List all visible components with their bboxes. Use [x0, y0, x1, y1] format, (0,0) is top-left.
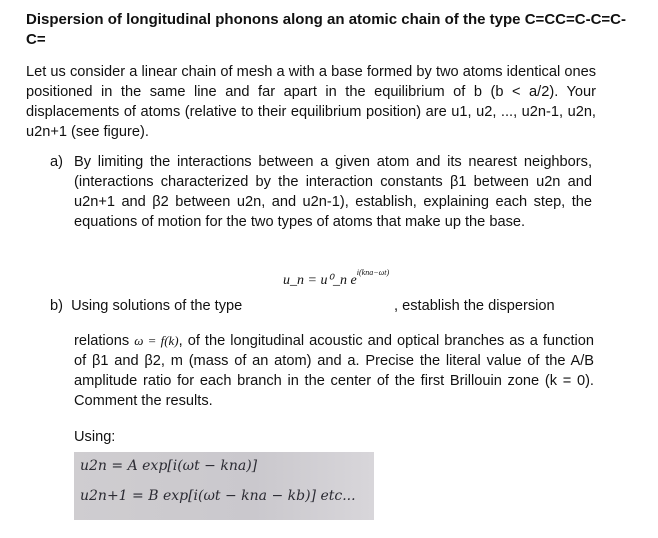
formula1-main: u_n = u⁰_n e [283, 273, 357, 288]
handwritten-line-2: u2n+1 = B exp[i(ωt − kna − kb)] etc... [80, 488, 356, 504]
handwritten-line-1: u2n = A exp[i(ωt − kna)] [80, 458, 258, 474]
question-b-intro [50, 296, 242, 316]
wave-solution-formula [283, 268, 390, 289]
question-a-label: a) [50, 154, 63, 170]
question-b-intro-text: Using solutions of the type [71, 298, 243, 314]
problem-title: Dispersion of longitudinal phonons along an atomic chain of the type C=CC=C-C=C-C= [26, 11, 626, 48]
problem-intro: Let us consider a linear chain of mesh a with a base formed by two atoms identical ones positioned in the same line and far apart in the equilibrium of b (b < a/2). Your displacements of atoms (relative to their equilibrium position) are u1, u2, ..., u2n-1, u2n, u2n+1 (see figure). [26, 64, 596, 140]
question-b-rest: , of the longitudinal acoustic and optical branches as a function of β1 and β2, m (mass of an atom) and a. Precise the literal value of the A/B amplitude ratio for each branch in the center of the first Brillouin zone (k = 0). Comment the results. [74, 333, 594, 409]
question-b-text [74, 331, 594, 411]
handwritten-note-image [74, 452, 374, 520]
using-label: Using: [74, 429, 116, 445]
formula1-exponent: i(kna−ωt) [356, 268, 390, 277]
dispersion-formula: ω = f(k) [134, 333, 179, 348]
question-a-text: By limiting the interactions between a given atom and its nearest neighbors, (interactions characterized by the interaction constants β1 between u2n and u2n+1 and β2 between u2n, and u2n-1), establish, explaining each step, the equations of motion for the two types of atoms that make up the base. [74, 154, 592, 230]
relations-word: relations [74, 333, 130, 349]
question-b-label: b) [50, 298, 63, 314]
question-b-after-formula: , establish the dispersion [394, 298, 555, 314]
